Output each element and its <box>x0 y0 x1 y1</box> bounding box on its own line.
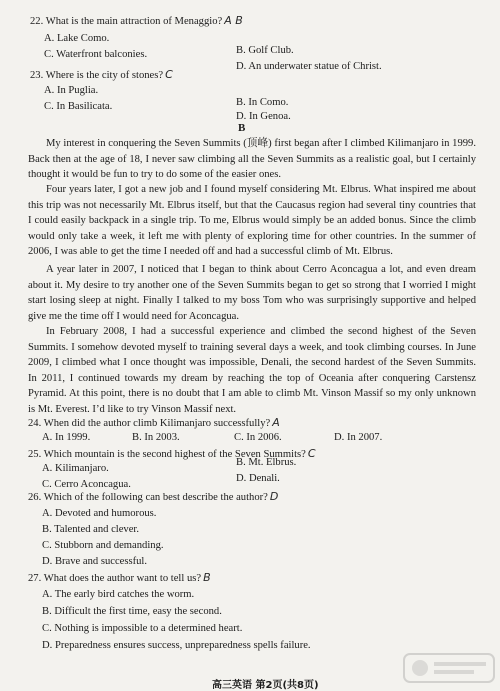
handwritten-answer-27: B <box>203 571 211 584</box>
handwritten-answer-23: C <box>165 68 173 81</box>
q25-option-d: D. Denali. <box>236 473 280 484</box>
passage-paragraph-4: In February 2008, I had a successful experience and climbed the second highest of the Seven Summits. I somehow devoted myself to training several days a week, and took climbing courses. In June 2009, I climbed what I once thought was impossible, Denali, the second hardest of the Seven Summits. In 2011, I continued towards my dream by reaching the top of Oceania after conquering Carstensz Pyramid. At this point, there is no doubt that I am able to climb Mt. Vinson Massif so my only unknown is Mt. Everest. I’d like to try Vinson Massif next. <box>28 326 476 415</box>
q22-option-b: B. Golf Club. <box>236 45 294 56</box>
q22-option-a: A. Lake Como. <box>44 33 110 44</box>
question-27-stem: 27. What does the author want to tell us? B <box>28 571 211 584</box>
passage-paragraph-1: My interest in conquering the Seven Summits (顶峰) first began after I climbed Kilimanjaro in 1999. Back then at the age of 18, I never saw climbing all the Seven Summits as a realistic goal, but I certainly thought it would be fun to try to do some of the easier ones. <box>28 138 476 181</box>
q24-option-d: D. In 2007. <box>334 432 383 443</box>
handwritten-answer-22: A B <box>224 14 243 27</box>
q25-option-b: B. Mt. Elbrus. <box>236 457 297 468</box>
handwritten-answer-25: C <box>307 447 316 460</box>
q27-option-d: D. Preparedness ensures success, unpreparedness spells failure. <box>42 640 311 651</box>
q24-option-a: A. In 1999. <box>42 432 91 443</box>
q27-option-c: C. Nothing is impossible to a determined heart. <box>42 623 243 634</box>
page-footer: 高三英语 第2页(共8页) <box>212 680 319 691</box>
q23-option-d: D. In Genoa. <box>236 111 291 122</box>
handwritten-answer-26: D <box>269 490 279 503</box>
q26-option-c: C. Stubborn and demanding. <box>42 540 164 551</box>
q27-option-a: A. The early bird catches the worm. <box>42 589 195 600</box>
q24-option-b: B. In 2003. <box>132 432 180 443</box>
question-26-stem: 26. Which of the following can best describe the author? D <box>28 490 279 503</box>
q26-option-a: A. Devoted and humorous. <box>42 508 157 519</box>
q27-option-b: B. Difficult the first time, easy the second. <box>42 606 222 617</box>
handwritten-answer-24: A <box>272 416 280 429</box>
section-label: B <box>238 122 246 134</box>
q24-option-c: C. In 2006. <box>234 432 282 443</box>
question-22-stem: 22. What is the main attraction of Menaggio? A B <box>30 14 243 27</box>
q22-option-c: C. Waterfront balconies. <box>44 49 148 60</box>
q25-option-a: A. Kilimanjaro. <box>42 463 109 474</box>
passage-paragraph-2: Four years later, I got a new job and I found myself considering Mt. Elbrus. What inspired me about this trip was not necessarily Mt. Elbrus itself, but that the Caucasus region had several tiny countries that I could easily backpack in a single trip. To me, Elbrus would simply be an added bonus. Since the climb would only take a week, it left me with plenty of exploring time for other countries. In the summer of 2006, I was able to get the time I needed off and had a successful climb of Mt. Elbrus. <box>28 184 476 258</box>
q22-option-d: D. An underwater statue of Christ. <box>236 61 382 72</box>
q25-option-c: C. Cerro Aconcagua. <box>42 479 131 490</box>
q23-option-a: A. In Puglia. <box>44 85 99 96</box>
q23-option-b: B. In Como. <box>236 97 289 108</box>
watermark-logo-icon <box>402 650 496 686</box>
question-25-stem: 25. Which mountain is the second highest of the Seven Summits? C <box>28 447 316 460</box>
q26-option-b: B. Talented and clever. <box>42 524 140 535</box>
q23-option-c: C. In Basilicata. <box>44 101 113 112</box>
q26-option-d: D. Brave and successful. <box>42 556 148 567</box>
question-23-stem: 23. Where is the city of stones? C <box>30 68 173 81</box>
passage-paragraph-3: A year later in 2007, I noticed that I began to think about Cerro Aconcagua a lot, and even dream about it. My desire to try another one of the Seven Summits began to get so strong that I worried I might start losing sleep at night. Finally I talked to my boss Tom who was surprisingly supportive and helped give me the time off I would need for Aconcagua. <box>28 264 476 322</box>
question-24-stem: 24. When did the author climb Kilimanjaro successfully? A <box>28 416 280 429</box>
